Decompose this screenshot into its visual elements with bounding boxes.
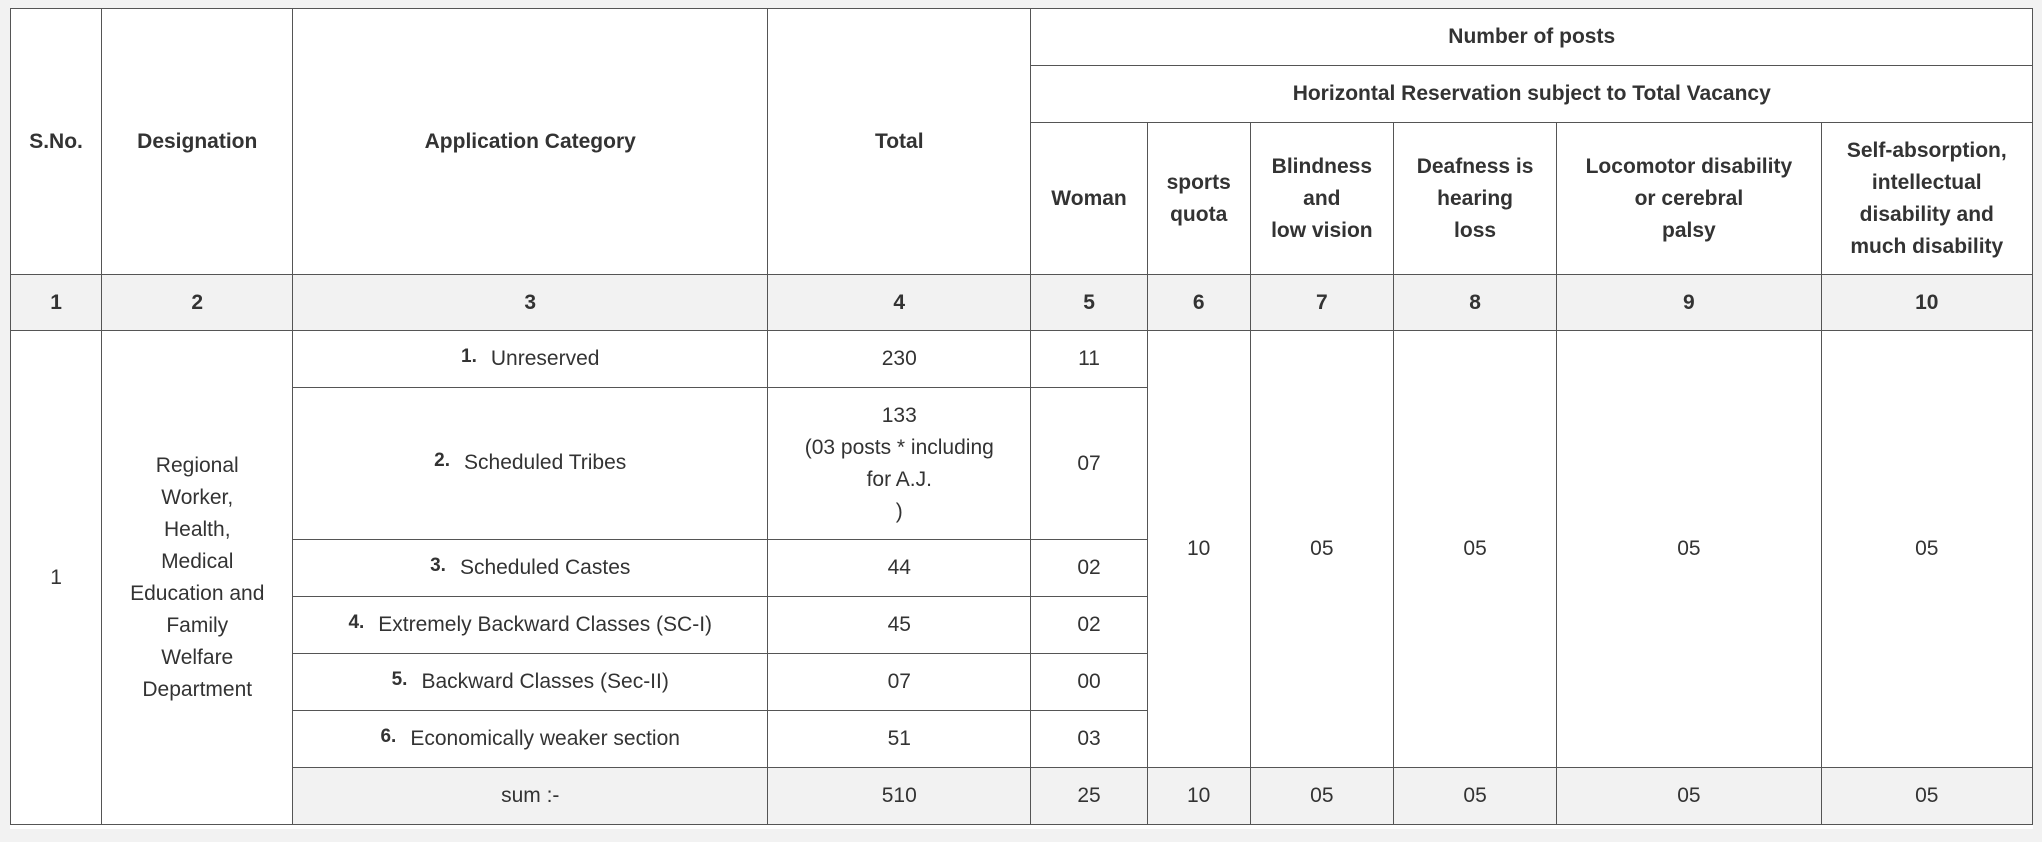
category-name: Scheduled Castes bbox=[459, 555, 631, 579]
header-designation: Designation bbox=[102, 9, 293, 275]
category-cell bbox=[293, 388, 768, 540]
category-name: Backward Classes (Sec-II) bbox=[421, 669, 669, 693]
deafness-value: 05 bbox=[1393, 331, 1556, 768]
category-total: 44 bbox=[768, 540, 1031, 597]
header-number-of-posts: Number of posts bbox=[1031, 9, 2033, 66]
category-name: Scheduled Tribes bbox=[464, 451, 627, 474]
col-number: 1 bbox=[11, 275, 102, 331]
category-number: 6. bbox=[380, 725, 397, 747]
category-total: 45 bbox=[768, 597, 1031, 654]
category-total: 51 bbox=[768, 711, 1031, 768]
posts-table bbox=[10, 8, 2033, 825]
col-number: 10 bbox=[1821, 275, 2032, 331]
col-number: 6 bbox=[1147, 275, 1250, 331]
category-name: Extremely Backward Classes (SC-I) bbox=[378, 612, 713, 636]
category-woman: 11 bbox=[1031, 331, 1147, 388]
sum-locomotor: 05 bbox=[1557, 768, 1821, 825]
category-name: Unreserved bbox=[490, 346, 600, 370]
table-row bbox=[11, 331, 2033, 388]
category-cell bbox=[293, 711, 768, 768]
sum-total: 510 bbox=[768, 768, 1031, 825]
header-deafness: Deafness is hearing loss bbox=[1393, 123, 1556, 275]
category-cell bbox=[293, 654, 768, 711]
header-locomotor: Locomotor disability or cerebral palsy bbox=[1557, 123, 1821, 275]
header-blindness: Blindness and low vision bbox=[1250, 123, 1393, 275]
category-number: 3. bbox=[430, 554, 446, 576]
category-woman: 00 bbox=[1031, 654, 1147, 711]
category-cell bbox=[293, 540, 768, 597]
sum-label: sum :- bbox=[293, 768, 768, 825]
header-sno: S.No. bbox=[11, 9, 102, 275]
category-woman: 07 bbox=[1031, 388, 1147, 540]
row-sno: 1 bbox=[11, 331, 102, 825]
category-woman: 02 bbox=[1031, 597, 1147, 654]
category-cell bbox=[293, 597, 768, 654]
sum-woman: 25 bbox=[1031, 768, 1147, 825]
blindness-value: 05 bbox=[1250, 331, 1393, 768]
col-number: 7 bbox=[1250, 275, 1393, 331]
col-number: 5 bbox=[1031, 275, 1147, 331]
locomotor-value: 05 bbox=[1557, 331, 1821, 768]
sum-self-absorption: 05 bbox=[1821, 768, 2032, 825]
header-application-category: Application Category bbox=[293, 9, 768, 275]
posts-table-container bbox=[10, 8, 2033, 829]
column-number-row bbox=[11, 275, 2033, 331]
category-total: 133 (03 posts * including for A.J. ) bbox=[768, 388, 1031, 540]
col-number: 8 bbox=[1393, 275, 1556, 331]
col-number: 9 bbox=[1557, 275, 1821, 331]
sum-deafness: 05 bbox=[1393, 768, 1556, 825]
row-designation: Regional Worker, Health, Medical Education and Family Welfare Department bbox=[102, 331, 293, 825]
category-number: 4. bbox=[348, 611, 365, 633]
sports-quota-value: 10 bbox=[1147, 331, 1250, 768]
category-number: 2. bbox=[434, 450, 451, 471]
header-sports-quota: sports quota bbox=[1147, 123, 1250, 275]
self-absorption-value: 05 bbox=[1821, 331, 2032, 768]
category-woman: 02 bbox=[1031, 540, 1147, 597]
header-self-absorption: Self-absorption, intellectual disability and much disability bbox=[1821, 123, 2032, 275]
col-number: 3 bbox=[293, 275, 768, 331]
category-cell bbox=[293, 331, 768, 388]
col-number: 4 bbox=[768, 275, 1031, 331]
category-number: 5. bbox=[391, 668, 408, 690]
category-number: 1. bbox=[461, 345, 477, 367]
col-number: 2 bbox=[102, 275, 293, 331]
sum-blindness: 05 bbox=[1250, 768, 1393, 825]
category-total: 07 bbox=[768, 654, 1031, 711]
sum-row bbox=[11, 768, 2033, 825]
category-total: 230 bbox=[768, 331, 1031, 388]
sum-sports-quota: 10 bbox=[1147, 768, 1250, 825]
header-woman: Woman bbox=[1031, 123, 1147, 275]
header-horizontal-reservation: Horizontal Reservation subject to Total Vacancy bbox=[1031, 66, 2033, 123]
header-total: Total bbox=[768, 9, 1031, 275]
category-woman: 03 bbox=[1031, 711, 1147, 768]
category-name: Economically weaker section bbox=[410, 726, 680, 750]
